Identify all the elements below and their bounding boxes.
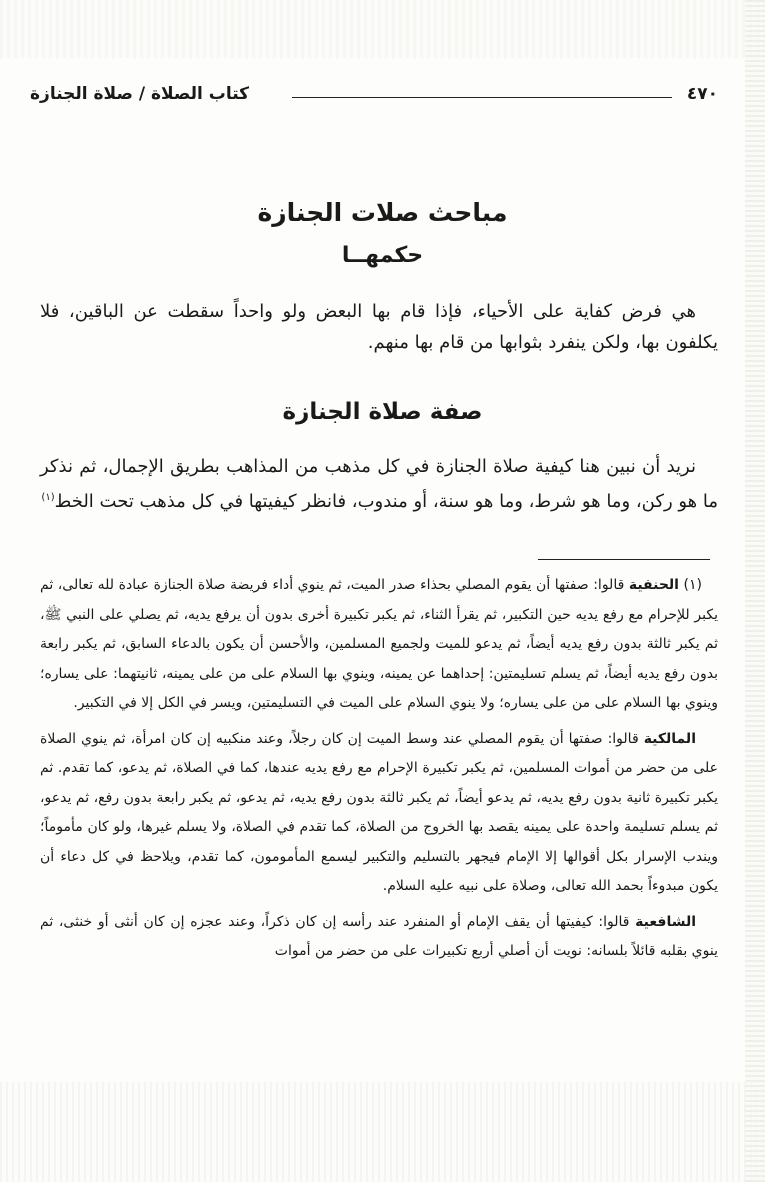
ruling-text: هي فرض كفاية على الأحياء، فإذا قام بها البعض ولو واحداً سقطت عن الباقين، فلا يكلفون بها، ولكن ينفرد بثوابها من قام بها منهم. xyxy=(40,301,718,353)
main-heading: مباحث صلات الجنازة xyxy=(257,198,508,227)
scan-edge-bottom xyxy=(0,1082,765,1182)
footnotes xyxy=(40,571,718,973)
footnote-hanafi xyxy=(40,571,718,719)
header-rule xyxy=(292,97,672,98)
subheading-ruling: حكمهــا xyxy=(341,243,424,268)
footnote-shafii xyxy=(40,908,718,967)
footnote-maliki xyxy=(40,725,718,902)
scan-edge-top xyxy=(0,0,765,58)
description-paragraph xyxy=(40,451,718,517)
school-name-hanafi: الحنفية xyxy=(628,577,679,593)
footnote-text: قالوا: صفتها أن يقوم المصلي بحذاء صدر الميت، ثم ينوي أداء فريضة صلاة الجنازة عبادة لله تعالى، ثم يكبر للإحرام مع رفع يديه حين التكبير، ثم يقرأ الثناء، ثم يكبر تكبيرة أخرى بدون أن يرفع يديه، ثم يصلي على النبي ﷺ، ثم يكبر ثالثة بدون رفع يديه أيضاً، ثم يدعو للميت ولجميع المسلمين، والأحسن أن يكون بالدعاء السابق، ثم يكبر رابعة بدون رفع يديه أيضاً، ثم يسلم تسليمتين: إحداهما عن يمينه، وينوي بها السلام على من على يمينه، ثانيتهما: على يساره؛ وينوي بها السلام على من على يساره؛ ولا ينوي السلام على الميت في التسليمتين، ويسر في الكل إلا في التكبير. xyxy=(40,577,718,711)
heading-description: صفة صلاة الجنازة xyxy=(282,399,483,425)
school-name-maliki: المالكية xyxy=(643,730,696,747)
page-number: ٤٧٠ xyxy=(686,84,718,104)
footnote-text: قالوا: صفتها أن يقوم المصلي عند وسط الميت إن كان رجلاً، وعند منكبيه إن كان امرأة، ثم ينوي الصلاة على من حضر من أموات المسلمين، ثم يكبر تكبيرة الإحرام مع رفع يديه عندها، كما في الصلاة، ثم يدعو، كما تقدم. ثم يكبر تكبيرة ثانية بدون رفع يديه، ثم يدعو أيضاً، ثم يكبر ثالثة بدون رفع يديه، ثم يدعو، ثم يكبر رابعة بدون رفع، ثم يدعو، ثم يسلم تسليمة واحدة على يمينه يقصد بها الخروج من الصلاة، كما تقدم في الصلاة، ولا يسلم غيرها، ولو كان مأموماً؛ ويندب الإسرار بكل أقوالها إلا الإمام فيجهر بالتسليم والتكبير ليسمع المأمومون، كما تقدم، ويلاحظ في كل دعاء أن يكون مبدوءاً بحمد الله تعالى، وصلاة على نبيه عليه السلام. xyxy=(40,730,718,894)
description-text: نريد أن نبين هنا كيفية صلاة الجنازة في كل مذهب من المذاهب بطريق الإجمال، ثم نذكر ما هو ركن، وما هو شرط، وما هو سنة، أو مندوب، فانظر كيفيتها في كل مذهب تحت الخط xyxy=(40,456,718,512)
footnote-separator xyxy=(538,559,710,560)
ruling-paragraph xyxy=(40,296,718,358)
running-title: كتاب الصلاة / صلاة الجنازة xyxy=(30,84,250,104)
scan-edge-right xyxy=(745,0,765,1182)
footnote-reference: (١) xyxy=(41,492,55,503)
footnote-text: قالوا: كيفيتها أن يقف الإمام أو المنفرد عند رأسه إن كان ذكراً، وعند عجزه إن كان أنثى أو خنثى، ثم ينوي بقلبه قائلاً بلسانه: نويت أن أصلي أربع تكبيرات على من حضر من أموات xyxy=(40,913,718,959)
school-name-shafii: الشافعية xyxy=(635,913,697,930)
running-header xyxy=(30,84,718,110)
footnote-number: (١) xyxy=(683,577,703,593)
